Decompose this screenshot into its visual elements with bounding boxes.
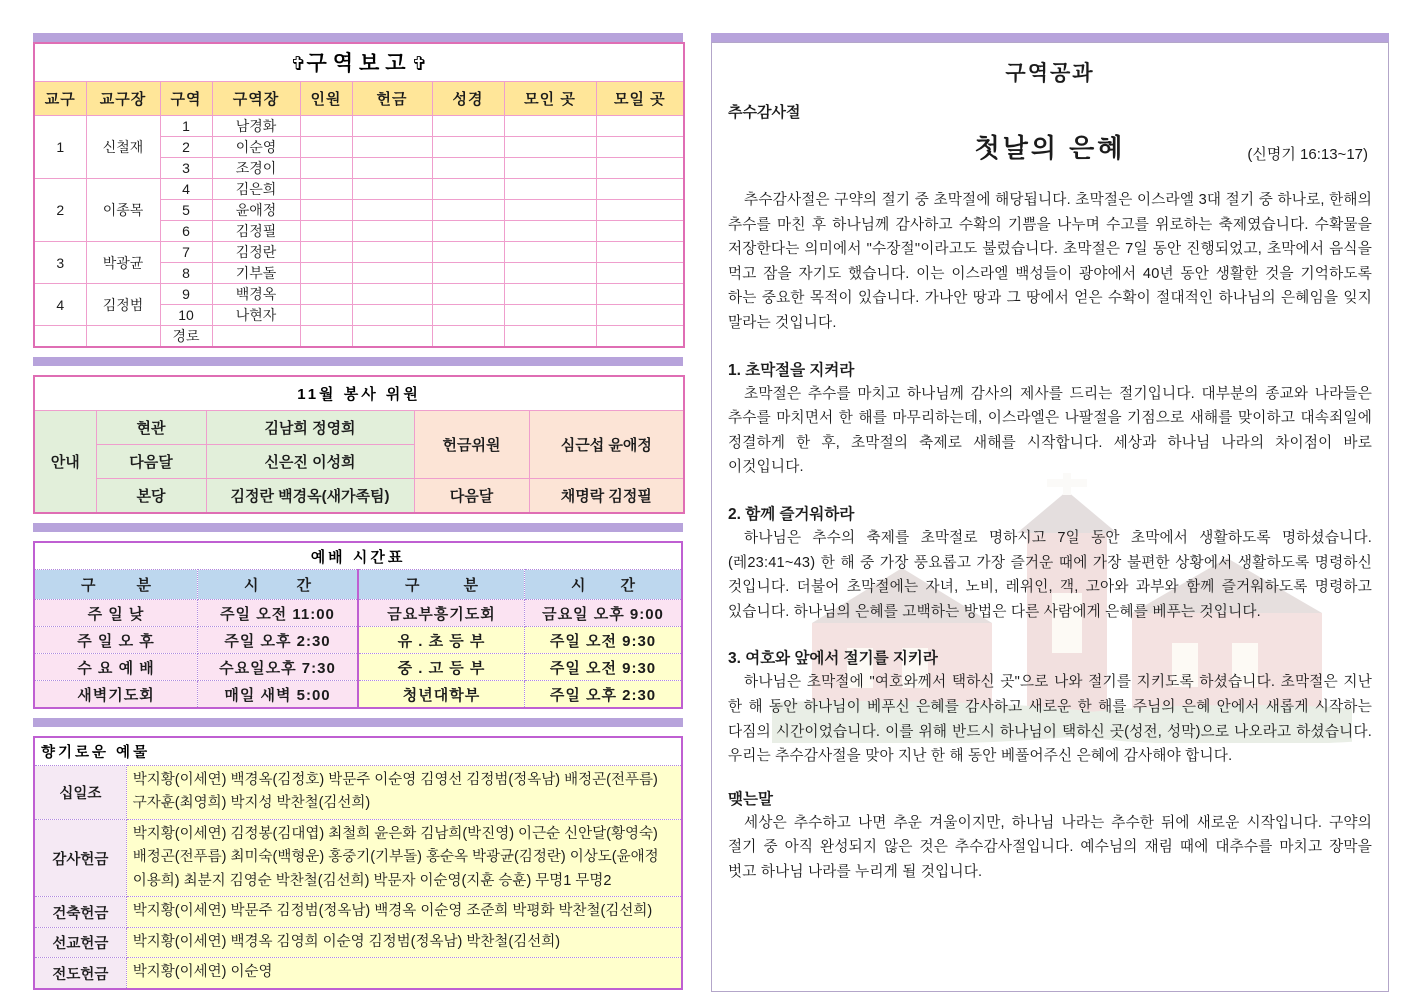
empty-cell (432, 242, 504, 263)
lesson-intro-paragraph: 추수감사절은 구약의 절기 중 초막절에 해당됩니다. 초막절은 이스라엘 3대 절기 중 하나로, 한해의 추수를 마친 후 하나님께 감사하고 수확의 기쁨을 나누며 수고를 위로하는 축제였습니다. 수확물을 저장한다는 의미에서 "수장절"이라고도 불렀습니다. 초막절은 7일 동안 진행되었고, 초막에서 음식을 먹고 잠을 자기도 했습니다. 이는 이스라엘 백성들이 광야에서 40년 동안 생활한 것을 기억하도록 하는 중요한 목적이 있습니다. 가나안 땅과 그 땅에서 얻은 수확이 절대적인 하나님의 은혜임을 잊지 말라는 것입니다. (728, 192, 1372, 331)
offering-names: 박지황(이세연) 김정봉(김대엽) 최철희 윤은화 김남희(박진영) 이근순 신안달(황영숙) 배정곤(전푸름) 최미숙(백형운) 홍중기(기부돌) 홍순옥 박광균(김정란) 이상도(윤애정 이용희) 최분지 김영순 박찬철(김선희) 박문자 이순영(지훈 승훈) 무명1 무명2 (126, 819, 682, 896)
service-name: 주 일 오 후 (34, 627, 198, 654)
parish-number: 2 (34, 179, 86, 242)
section-paragraph: 하나님은 초막절에 "여호와께서 택하신 곳"으로 나와 절기를 지키도록 하셨습니다. 초막절은 지난 한 해 동안 하나님이 베푸신 은혜를 감사하고 새로운 한 해를 주님의 은혜 안에서 새롭게 시작하는 다짐의 시간이었습니다. 이를 위해 반드시 하나님이 택하신 곳(성전, 성막)으로 나오라고 하셨습니다. 우리는 추수감사절을 맞아 지난 한 해 동안 베풀어주신 은혜에 감사해야 합니다. (728, 674, 1372, 765)
district-number: 7 (160, 242, 212, 263)
right-column (711, 33, 1389, 999)
report-footer-label: 경로 (160, 326, 212, 348)
district-leader: 기부돌 (212, 263, 300, 284)
service-name: 청년대학부 (358, 681, 525, 709)
col-header: 시 간 (198, 570, 358, 600)
table-row (34, 819, 682, 896)
empty-cell (504, 305, 596, 326)
committee-title-row (34, 376, 684, 411)
empty-cell (596, 200, 684, 221)
empty-cell (352, 200, 432, 221)
offering-type-label: 선교헌금 (34, 927, 126, 957)
empty-cell (352, 179, 432, 200)
empty-cell (300, 200, 352, 221)
parish-leader: 김정범 (86, 284, 160, 326)
district-number: 1 (160, 116, 212, 137)
offering-names: 박지황(이세연) 백경옥 김영희 이순영 김정범(정옥남) 박찬철(김선희) (126, 927, 682, 957)
offerings-title-row (34, 737, 682, 766)
conclusion-heading: 맺는말 (728, 790, 773, 808)
member-names: 김정란 백경옥(새가족팀) (206, 479, 414, 514)
report-header-row (34, 82, 684, 116)
cross-icon: ✞ (411, 54, 428, 75)
district-number: 6 (160, 221, 212, 242)
report-title-row (34, 43, 684, 82)
service-name: 주 일 낮 (34, 600, 198, 627)
member-names: 김남희 정영희 (206, 411, 414, 445)
empty-cell (432, 137, 504, 158)
section-divider-bar (711, 33, 1389, 42)
table-row (34, 411, 684, 445)
empty-cell (504, 200, 596, 221)
parish-leader: 박광균 (86, 242, 160, 284)
table-row (34, 627, 682, 654)
empty-cell (352, 305, 432, 326)
table-row (34, 600, 682, 627)
schedule-title-row (34, 542, 682, 570)
district-report-section (33, 33, 683, 348)
season-label: 추수감사절 (728, 104, 801, 121)
district-leader: 김정필 (212, 221, 300, 242)
empty-cell (352, 263, 432, 284)
worship-schedule-section (33, 523, 683, 709)
empty-cell (86, 326, 160, 348)
service-time: 주일 오전 11:00 (198, 600, 358, 627)
col-header: 구 분 (358, 570, 525, 600)
offering-names: 박지황(이세연) 박문주 김정범(정옥남) 백경옥 이순영 조준희 박평화 박찬철(김선희) (126, 897, 682, 927)
empty-cell (432, 179, 504, 200)
district-number: 2 (160, 137, 212, 158)
empty-cell (432, 200, 504, 221)
col-header: 모일 곳 (596, 82, 684, 116)
table-row (34, 681, 682, 709)
district-leader: 김은희 (212, 179, 300, 200)
empty-cell (596, 221, 684, 242)
empty-cell (504, 221, 596, 242)
col-header: 구역장 (212, 82, 300, 116)
table-row (34, 326, 684, 348)
parish-leader: 이종목 (86, 179, 160, 242)
worship-schedule-table (33, 541, 683, 709)
district-leader: 나현자 (212, 305, 300, 326)
service-name: 유 . 초 등 부 (358, 627, 525, 654)
district-leader: 윤애정 (212, 200, 300, 221)
offerings-table (33, 736, 683, 990)
empty-cell (352, 326, 432, 348)
guide-label: 안내 (34, 411, 96, 514)
offering-committee-label: 헌금위원 (414, 411, 529, 479)
empty-cell (432, 116, 504, 137)
next-month-label: 다음달 (414, 479, 529, 514)
district-number: 4 (160, 179, 212, 200)
table-row (34, 927, 682, 957)
empty-cell (352, 242, 432, 263)
conclusion-paragraph: 세상은 추수하고 나면 추운 겨울이지만, 하나님 나라는 추수한 뒤에 새로운 시작입니다. 구약의 절기 중 아직 완성되지 않은 것은 추수감사절입니다. 예수님의 재림 때에 대추수를 마치고 장막을 벗고 하나님 나라를 누리게 될 것입니다. (728, 814, 1372, 880)
schedule-header-row (34, 570, 682, 600)
table-row (34, 766, 682, 820)
section-divider-bar (33, 523, 683, 532)
section-heading: 3. 여호와 앞에서 절기를 지키라 (728, 650, 938, 668)
service-name: 중 . 고 등 부 (358, 654, 525, 681)
empty-cell (352, 221, 432, 242)
empty-cell (300, 137, 352, 158)
report-title-text: 구역보고 (306, 52, 412, 75)
lesson-heading: 첫날의 은혜 (974, 133, 1126, 163)
place-label: 본당 (96, 479, 206, 514)
lesson-body (728, 188, 1372, 884)
table-row (34, 654, 682, 681)
empty-cell (596, 326, 684, 348)
empty-cell (432, 305, 504, 326)
member-names: 신은진 이성희 (206, 445, 414, 479)
offering-committee-names: 심근섭 윤애정 (529, 411, 684, 479)
district-number: 8 (160, 263, 212, 284)
place-label: 다음달 (96, 445, 206, 479)
empty-cell (300, 116, 352, 137)
service-time: 수요일오후 7:30 (198, 654, 358, 681)
district-leader: 김정란 (212, 242, 300, 263)
committee-table (33, 375, 685, 514)
col-header: 구 분 (34, 570, 198, 600)
district-leader: 남경화 (212, 116, 300, 137)
committee-section (33, 357, 683, 514)
district-number: 9 (160, 284, 212, 305)
service-time: 주일 오전 9:30 (524, 627, 682, 654)
service-time: 금요일 오후 9:00 (524, 600, 682, 627)
service-time: 주일 오전 9:30 (524, 654, 682, 681)
empty-cell (504, 242, 596, 263)
district-report-table (33, 42, 685, 348)
empty-cell (352, 158, 432, 179)
table-row (34, 116, 684, 137)
service-name: 금요부흥기도회 (358, 600, 525, 627)
next-month-names: 채명락 김정필 (529, 479, 684, 514)
offering-names: 박지황(이세연) 백경옥(김정호) 박문주 이순영 김영선 김정범(정옥남) 배정곤(전푸름) 구자훈(최영희) 박지성 박찬철(김선희) (126, 766, 682, 820)
section-divider-bar (33, 718, 683, 727)
empty-cell (596, 116, 684, 137)
section-paragraph: 하나님은 추수의 축제를 초막절로 명하시고 7일 동안 초막에서 생활하도록 명하셨습니다.(레23:41~43) 한 해 중 가장 풍요롭고 가장 즐거운 때에 가장 불편한 상황에서 생활하도록 명령하신 것입니다. 더불어 초막절에는 자녀, 노비, 레위인, 객, 고아와 과부와 함께 즐거워하도록 명령하고 있습니다. 하나님의 은혜를 고백하는 방법은 다른 사람에게 은혜를 베푸는 것입니다. (728, 529, 1372, 620)
empty-cell (352, 284, 432, 305)
service-name: 새벽기도회 (34, 681, 198, 709)
col-header: 인원 (300, 82, 352, 116)
lesson-content (712, 43, 1388, 884)
empty-cell (352, 116, 432, 137)
empty-cell (432, 326, 504, 348)
service-time: 주일 오후 2:30 (524, 681, 682, 709)
empty-cell (596, 137, 684, 158)
empty-cell (504, 137, 596, 158)
district-leader: 백경옥 (212, 284, 300, 305)
offering-names: 박지황(이세연) 이순영 (126, 958, 682, 989)
col-header: 교구 (34, 82, 86, 116)
page-title: 구역공과 (1005, 62, 1095, 85)
parish-number: 1 (34, 116, 86, 179)
section-heading: 2. 함께 즐거워하라 (728, 505, 855, 523)
report-title (34, 43, 684, 82)
empty-cell (432, 221, 504, 242)
empty-cell (504, 263, 596, 284)
table-row (34, 284, 684, 305)
service-name: 수 요 예 배 (34, 654, 198, 681)
col-header: 구역 (160, 82, 212, 116)
empty-cell (352, 137, 432, 158)
col-header: 성경 (432, 82, 504, 116)
col-header: 모인 곳 (504, 82, 596, 116)
section-divider-bar (33, 357, 683, 366)
empty-cell (504, 116, 596, 137)
empty-cell (596, 284, 684, 305)
table-row (34, 179, 684, 200)
section-paragraph: 초막절은 추수를 마치고 하나님께 감사의 제사를 드리는 절기입니다. 대부분의 종교와 나라들은 추수를 마치면서 한 해를 마무리하는데, 이스라엘은 나팔절을 기점으로 새해를 맞이하고 대속죄일에 정결하게 한 후, 초막절의 축제로 새해를 시작합니다. 세상과 하나님 나라의 차이점이 바로 이것입니다. (728, 385, 1372, 476)
empty-cell (300, 263, 352, 284)
empty-cell (300, 221, 352, 242)
offering-type-label: 전도헌금 (34, 958, 126, 989)
empty-cell (432, 284, 504, 305)
empty-cell (300, 158, 352, 179)
district-leader: 이순영 (212, 137, 300, 158)
empty-cell (596, 263, 684, 284)
service-time: 매일 새벽 5:00 (198, 681, 358, 709)
empty-cell (300, 179, 352, 200)
col-header: 헌금 (352, 82, 432, 116)
district-number: 10 (160, 305, 212, 326)
empty-cell (212, 326, 300, 348)
offering-type-label: 건축헌금 (34, 897, 126, 927)
table-row (34, 897, 682, 927)
empty-cell (596, 158, 684, 179)
empty-cell (596, 179, 684, 200)
empty-cell (300, 305, 352, 326)
district-number: 5 (160, 200, 212, 221)
empty-cell (504, 179, 596, 200)
col-header: 시 간 (524, 570, 682, 600)
empty-cell (432, 263, 504, 284)
empty-cell (504, 284, 596, 305)
parish-number: 3 (34, 242, 86, 284)
place-label: 현관 (96, 411, 206, 445)
section-heading: 1. 초막절을 지켜라 (728, 361, 855, 379)
empty-cell (300, 242, 352, 263)
service-time: 주일 오후 2:30 (198, 627, 358, 654)
offerings-section (33, 718, 683, 990)
section-divider-bar (33, 33, 683, 42)
district-leader: 조경이 (212, 158, 300, 179)
table-row (34, 958, 682, 989)
table-row (34, 479, 684, 514)
empty-cell (300, 284, 352, 305)
empty-cell (34, 326, 86, 348)
empty-cell (504, 158, 596, 179)
lesson-heading-row (728, 128, 1372, 168)
offering-type-label: 감사헌금 (34, 819, 126, 896)
empty-cell (596, 305, 684, 326)
cross-icon: ✞ (290, 54, 307, 75)
empty-cell (596, 242, 684, 263)
left-column (33, 33, 683, 999)
offering-type-label: 십일조 (34, 766, 126, 820)
lesson-panel (711, 42, 1389, 992)
district-number: 3 (160, 158, 212, 179)
empty-cell (432, 158, 504, 179)
col-header: 교구장 (86, 82, 160, 116)
parish-number: 4 (34, 284, 86, 326)
empty-cell (504, 326, 596, 348)
committee-title: 11월 봉사 위원 (34, 376, 684, 411)
schedule-title: 예배 시간표 (34, 542, 682, 570)
offerings-title: 향기로운 예물 (34, 737, 682, 766)
scripture-reference: (신명기 16:13~17) (1247, 146, 1368, 163)
parish-leader: 신철재 (86, 116, 160, 179)
empty-cell (300, 326, 352, 348)
table-row (34, 242, 684, 263)
